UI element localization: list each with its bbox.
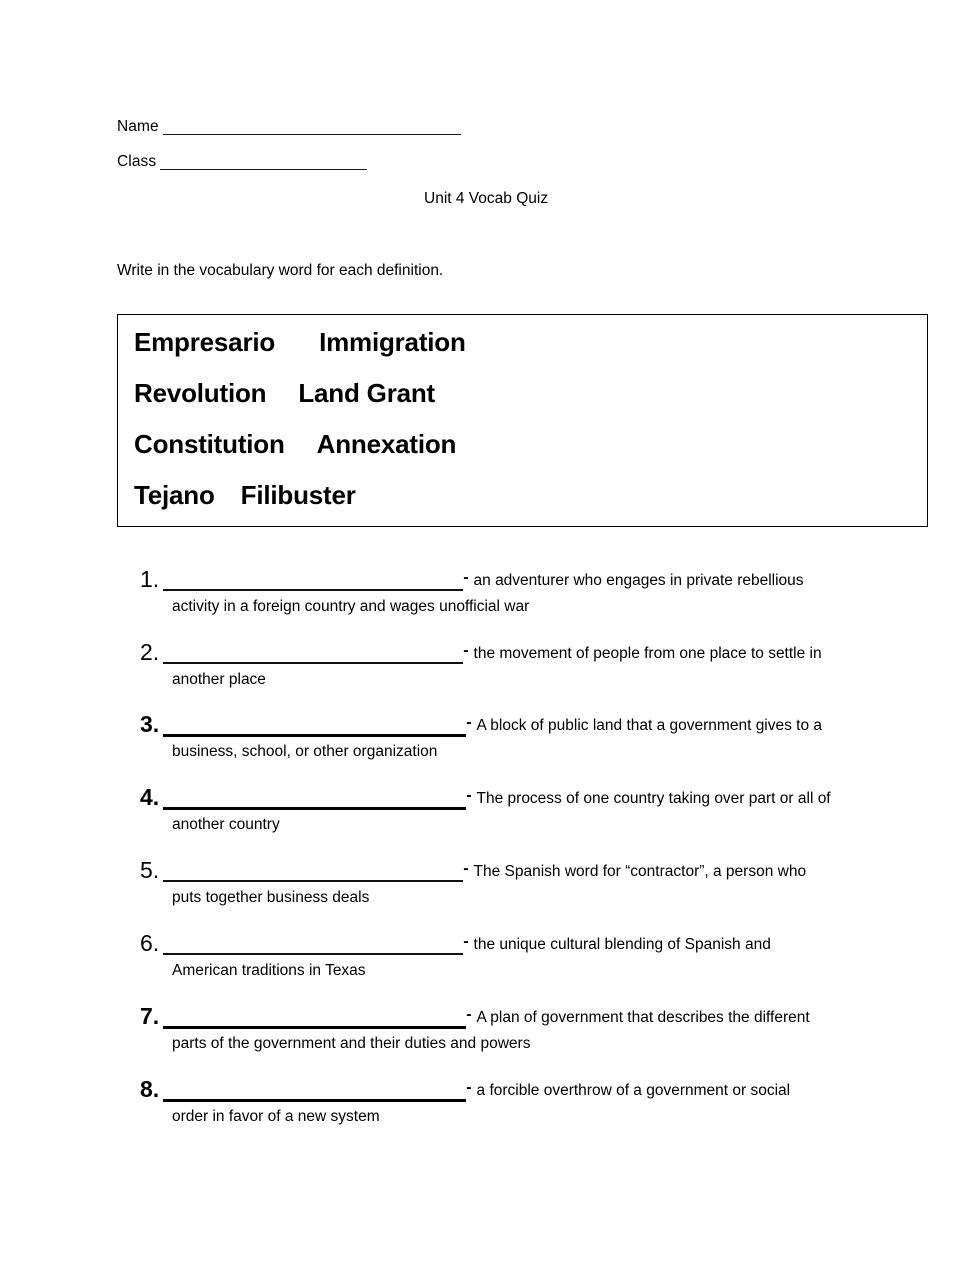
question-first-line: [140, 638, 940, 668]
word-bank-row: [134, 480, 356, 510]
question-number: 4.: [140, 784, 160, 810]
separator-dash: -: [463, 642, 469, 659]
question-first-line: [140, 783, 940, 813]
word-bank-word[interactable]: Tejano: [134, 480, 215, 510]
question-item: [140, 856, 940, 905]
question-item: [140, 1075, 940, 1124]
word-bank-word[interactable]: Revolution: [134, 378, 267, 408]
separator-dash: -: [463, 569, 469, 586]
question-first-line: [140, 710, 940, 740]
word-bank-word[interactable]: Immigration: [319, 327, 466, 357]
definition-text: The process of one country taking over part or all of: [476, 790, 831, 807]
definition-text: a forcible overthrow of a government or social: [476, 1082, 791, 1099]
answer-blank[interactable]: [163, 734, 466, 737]
word-bank-box: [117, 314, 928, 527]
definition-text-continued: another place: [172, 671, 266, 688]
name-input-blank[interactable]: [163, 134, 461, 135]
name-field-row: [117, 118, 461, 136]
question-first-line: [140, 856, 940, 886]
definition-text: The Spanish word for “contractor”, a person who: [473, 863, 807, 880]
answer-blank[interactable]: [163, 953, 463, 955]
word-bank-word[interactable]: Empresario: [134, 327, 276, 357]
separator-dash: -: [463, 933, 469, 950]
word-bank-word[interactable]: Land Grant: [298, 378, 436, 408]
question-number: 5.: [140, 857, 160, 883]
question-first-line: [140, 565, 940, 595]
class-field-row: [117, 153, 367, 171]
separator-dash: -: [466, 1006, 472, 1023]
question-item: [140, 565, 940, 614]
definition-text-continued: another country: [172, 816, 280, 833]
definition-text: the unique cultural blending of Spanish and: [473, 936, 771, 953]
separator-dash: -: [466, 787, 472, 804]
answer-blank[interactable]: [163, 807, 466, 810]
question-item: [140, 783, 940, 832]
question-item: [140, 638, 940, 687]
page-title: Unit 4 Vocab Quiz: [424, 190, 549, 207]
separator-dash: -: [463, 860, 469, 877]
definition-text: A block of public land that a government gives to a: [476, 717, 823, 734]
question-first-line: [140, 1075, 940, 1105]
answer-blank[interactable]: [163, 1026, 466, 1029]
definition-text-continued: parts of the government and their duties and powers: [172, 1035, 531, 1052]
instruction-text: Write in the vocabulary word for each definition.: [117, 262, 444, 279]
definition-text-continued: puts together business deals: [172, 889, 370, 906]
word-bank-word[interactable]: Annexation: [316, 429, 457, 459]
question-number: 8.: [140, 1076, 160, 1102]
class-input-blank[interactable]: [160, 169, 367, 170]
word-bank-row: [134, 378, 435, 408]
definition-text: an adventurer who engages in private rebellious: [473, 572, 804, 589]
word-bank-row: [134, 429, 456, 459]
question-number: 2.: [140, 639, 160, 665]
word-bank-word[interactable]: Filibuster: [240, 480, 356, 510]
word-bank-row: [134, 327, 466, 357]
question-item: [140, 1002, 940, 1051]
question-number: 7.: [140, 1003, 160, 1029]
name-label: Name: [117, 118, 159, 135]
answer-blank[interactable]: [163, 1099, 466, 1102]
answer-blank[interactable]: [163, 589, 463, 591]
question-item: [140, 710, 940, 759]
definition-text-continued: order in favor of a new system: [172, 1108, 380, 1125]
question-number: 1.: [140, 566, 160, 592]
question-number: 6.: [140, 930, 160, 956]
question-number: 3.: [140, 711, 160, 737]
answer-blank[interactable]: [163, 662, 463, 664]
question-first-line: [140, 929, 940, 959]
answer-blank[interactable]: [163, 880, 463, 882]
definition-text: A plan of government that describes the different: [476, 1009, 810, 1026]
definition-text-continued: activity in a foreign country and wages unofficial war: [172, 598, 530, 615]
question-item: [140, 929, 940, 978]
word-bank-word[interactable]: Constitution: [134, 429, 285, 459]
definition-text: the movement of people from one place to settle in: [473, 645, 822, 662]
class-label: Class: [117, 153, 157, 170]
separator-dash: -: [466, 1079, 472, 1096]
definition-text-continued: business, school, or other organization: [172, 743, 438, 760]
question-first-line: [140, 1002, 940, 1032]
definition-text-continued: American traditions in Texas: [172, 962, 366, 979]
separator-dash: -: [466, 714, 472, 731]
